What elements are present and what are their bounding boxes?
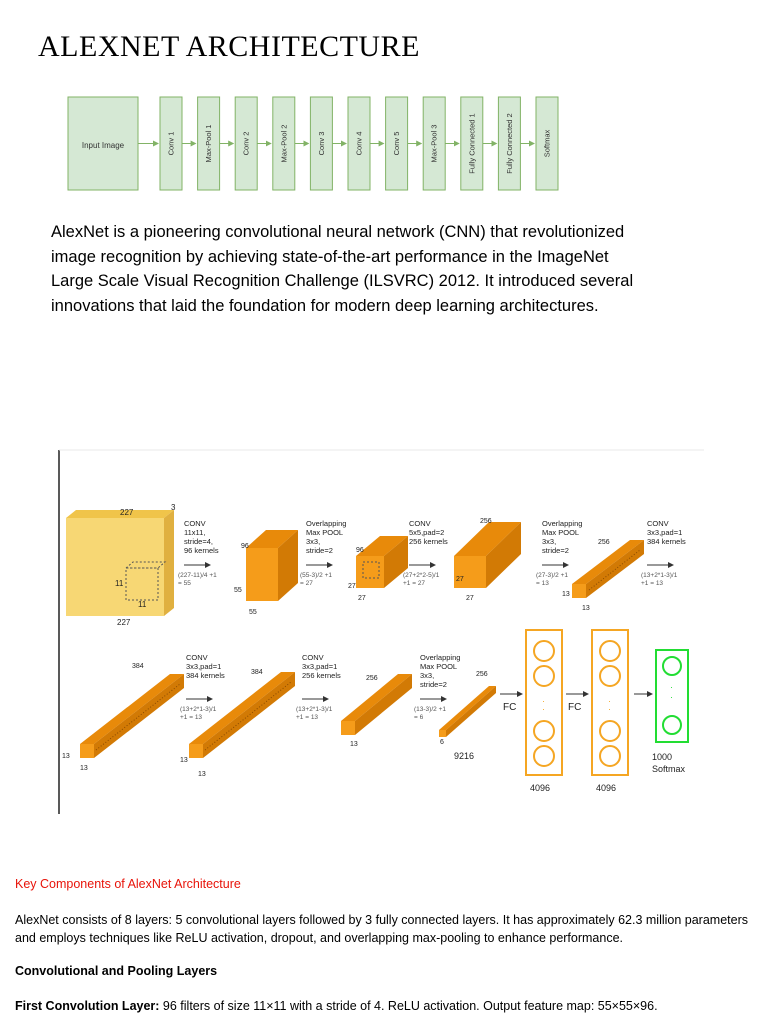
row1-op-calc: = 13	[536, 580, 549, 587]
input-volume	[66, 510, 174, 616]
input-image-label: Input Image	[81, 141, 125, 150]
flow-block-label: Max-Pool 2	[279, 124, 289, 163]
svg-text:·: ·	[670, 682, 673, 692]
row1-op-label: 3x3,pad=1	[647, 528, 683, 537]
flatten-size-label: 9216	[454, 751, 475, 761]
softmax-units-label: 1000	[652, 752, 673, 762]
row1-op-label: Overlapping	[542, 519, 583, 528]
conv2-side-label: 27	[456, 576, 464, 583]
flow-block-label: Softmax	[542, 129, 552, 158]
row2-op-label: 3x3,pad=1	[186, 662, 222, 671]
row1-op-calc: +1 = 27	[403, 580, 426, 587]
conv4-depth-label: 384	[251, 669, 263, 676]
first-conv-line	[15, 999, 658, 1013]
row2-op-calc: +1 = 13	[296, 714, 319, 721]
flow-block-label: Fully Connected 1	[467, 113, 477, 174]
row2-op-label: 3x3,	[420, 671, 435, 680]
row1-op-label: 256 kernels	[409, 537, 448, 546]
conv5-depth-label: 256	[366, 675, 378, 682]
softmax-name-label: Softmax	[652, 764, 686, 774]
pool3-depth-label: 256	[476, 671, 488, 678]
intro-paragraph: AlexNet is a pioneering convolutional neural network (CNN) that revolutionized image recognition by achieving state-of-the-art performance in the ImageNet Large Scale Visual Recognition Challenge (ILSVRC) 2012. It introduced several innovations that laid the foundation for modern deep learning architectures.	[51, 223, 634, 315]
flow-block-label: Max-Pool 3	[429, 124, 439, 163]
flow-block-label: Max-Pool 1	[204, 124, 214, 163]
conv3-side-label: 13	[62, 753, 70, 760]
fc1-units-label: 4096	[530, 783, 551, 793]
flow-block-label: Conv 3	[316, 131, 326, 156]
pool2-volume	[572, 540, 644, 598]
row1-op-label: stride=4,	[184, 537, 213, 546]
row1-op-label: CONV	[647, 519, 669, 528]
pool1-volume	[356, 536, 408, 588]
row1-op-calc: = 27	[300, 580, 313, 587]
pool2-bottom-label: 13	[582, 605, 590, 612]
key-components-heading: Key Components of AlexNet Architecture	[15, 877, 241, 891]
row2-op-label: CONV	[186, 653, 208, 662]
fc2-layer	[592, 630, 628, 775]
row1-op-label: 96 kernels	[184, 546, 219, 555]
svg-text:·: ·	[670, 692, 673, 702]
row1-op-label: CONV	[184, 519, 206, 528]
conv4-volume	[189, 672, 295, 758]
conv2-bottom-label: 27	[466, 595, 474, 602]
conv5-bottom-label: 13	[350, 741, 358, 748]
row2-op-label: Overlapping	[420, 653, 461, 662]
flow-block-label: Conv 4	[354, 131, 364, 156]
svg-text:·: ·	[542, 704, 545, 714]
row1-op-label: 11x11,	[184, 528, 206, 537]
page-title: ALEXNET ARCHITECTURE	[38, 30, 420, 63]
row2-op-calc: +1 = 13	[180, 714, 203, 721]
fc2-arrow-label: FC	[568, 702, 582, 713]
row2-op-calc: (13-3)/2 +1	[414, 706, 446, 713]
row2-op-label: 384 kernels	[186, 671, 225, 680]
row1-op-calc: +1 = 13	[641, 580, 664, 587]
row1-op-label: stride=2	[306, 546, 333, 555]
row1-op-calc: = 55	[178, 580, 191, 587]
conv1-side-label: 55	[234, 587, 242, 594]
row1-op-calc: (55-3)/2 +1	[300, 572, 332, 579]
fc1-arrow-label: FC	[503, 702, 517, 713]
first-conv-text: 96 filters of size 11×11 with a stride of 4. ReLU activation. Output feature map: 55×55×96.	[159, 999, 658, 1013]
conv1-volume	[246, 530, 298, 601]
fc2-units-label: 4096	[596, 783, 617, 793]
pool2-depth-label: 256	[598, 539, 610, 546]
conv4-bottom-label: 13	[198, 771, 206, 778]
row1-op-label: 5x5,pad=2	[409, 528, 445, 537]
first-conv-label: First Convolution Layer:	[15, 999, 160, 1013]
row1-op-label: CONV	[409, 519, 431, 528]
row1-op-calc: (27+2*2-5)/1	[403, 572, 440, 579]
flow-block-label: Conv 2	[241, 131, 251, 156]
conv3-depth-label: 384	[132, 663, 144, 670]
row1-op-label: Max POOL	[306, 528, 344, 537]
conv2-depth-label: 256	[480, 518, 492, 525]
row2-op-label: 3x3,pad=1	[302, 662, 338, 671]
row2-op-label: stride=2	[420, 680, 447, 689]
pool3-side-label: 6	[440, 739, 444, 746]
row1-op-label: Max POOL	[542, 528, 580, 537]
pool2-side-label: 13	[562, 591, 570, 598]
pool1-depth-label: 96	[356, 547, 364, 554]
input-depth-label: 3	[171, 503, 176, 512]
conv-pool-heading: Convolutional and Pooling Layers	[15, 964, 218, 978]
conv3-volume	[80, 674, 184, 758]
row1-op-calc: (13+2*1-3)/1	[641, 572, 678, 579]
pool1-bottom-label: 27	[358, 595, 366, 602]
svg-text:·: ·	[608, 704, 611, 714]
row2-op-label: 256 kernels	[302, 671, 341, 680]
pool1-side-label: 27	[348, 583, 356, 590]
svg-text:·: ·	[542, 696, 545, 706]
row1-op-label: 3x3,	[542, 537, 557, 546]
row1-op-label: 3x3,	[306, 537, 321, 546]
conv4-side-label: 13	[180, 757, 188, 764]
row1-op-calc: (27-3)/2 +1	[536, 572, 568, 579]
input-height-label: 227	[117, 618, 131, 627]
flow-block-label: Conv 5	[392, 131, 402, 156]
layer-flow-diagram	[66, 94, 566, 194]
row2-op-calc: (13+2*1-3)/1	[296, 706, 333, 713]
row1-op-calc: (227-11)/4 +1	[178, 572, 217, 579]
conv3-bottom-label: 13	[80, 765, 88, 772]
row2-op-calc: = 6	[414, 714, 424, 721]
fc1-layer	[526, 630, 562, 775]
row2-op-label: Max POOL	[420, 662, 458, 671]
layers-paragraph: AlexNet consists of 8 layers: 5 convolutional layers followed by 3 fully connected layers. It has approximately 62.3 million parameters and employs techniques like ReLU activation, dropout, and overlapping max-pooling to enhance performance.	[15, 913, 748, 945]
pool3-volume	[439, 686, 496, 737]
conv5-volume	[341, 674, 412, 735]
flow-block-label: Fully Connected 2	[504, 113, 514, 174]
svg-text:·: ·	[608, 696, 611, 706]
kernel-width-label: 11	[138, 600, 147, 609]
softmax-layer	[656, 650, 688, 742]
kernel-height-label: 11	[115, 579, 124, 588]
conv1-depth-label: 96	[241, 543, 249, 550]
flow-block-label: Conv 1	[166, 131, 176, 156]
row2-op-label: CONV	[302, 653, 324, 662]
row1-op-label: Overlapping	[306, 519, 347, 528]
conv2-volume	[454, 522, 521, 588]
row2-op-calc: (13+2*1-3)/1	[180, 706, 217, 713]
conv1-bottom-label: 55	[249, 609, 257, 616]
alexnet-detailed-diagram	[56, 448, 716, 816]
input-width-label: 227	[120, 508, 134, 517]
row1-op-label: 384 kernels	[647, 537, 686, 546]
row1-op-label: stride=2	[542, 546, 569, 555]
